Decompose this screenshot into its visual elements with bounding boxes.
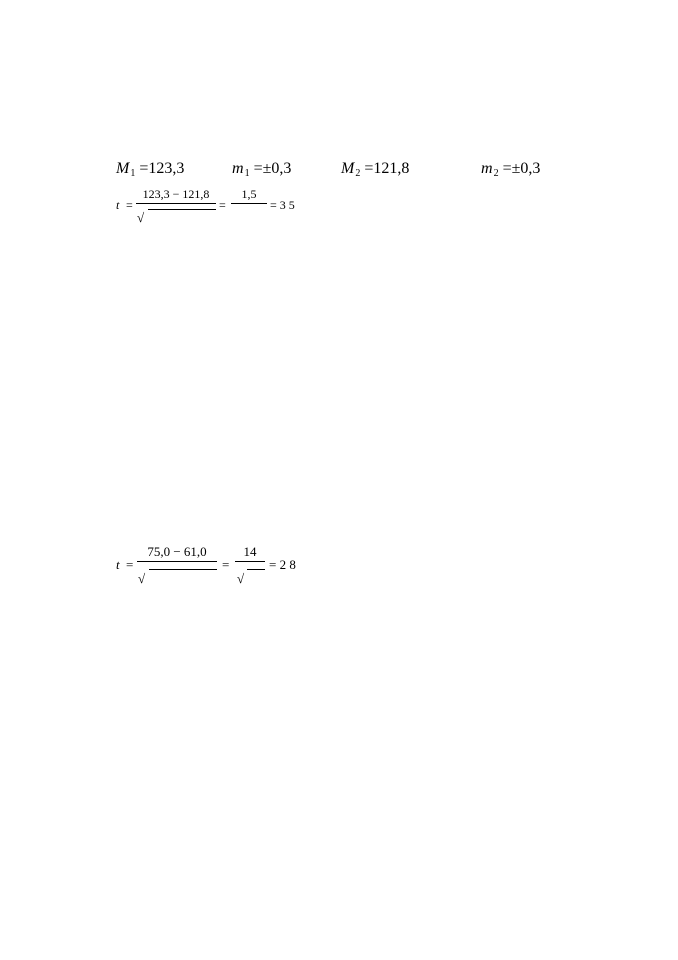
equals-sign: = — [139, 160, 149, 177]
numerator: 14 — [243, 544, 257, 559]
mean-symbol: M — [341, 160, 355, 177]
mean-symbol: M — [116, 160, 130, 177]
subscript: 2 — [355, 168, 361, 179]
subscript: 1 — [244, 168, 250, 179]
radical-sign: √ — [237, 571, 245, 586]
fraction-bar — [235, 561, 265, 562]
equals-sign: = — [502, 160, 512, 177]
error-symbol: m — [481, 160, 493, 177]
fraction-2 — [231, 187, 267, 204]
radical-overline — [247, 569, 265, 570]
result: = 3 5 — [270, 198, 295, 212]
subscript: 2 — [493, 168, 499, 179]
equals-sign-2: = — [219, 198, 226, 212]
equals-sign: = — [364, 160, 374, 177]
fraction-bar — [231, 203, 267, 204]
numerator: 75,0 − 61,0 — [147, 544, 207, 559]
equals-sign-2: = — [222, 557, 230, 572]
result: = 2 8 — [269, 557, 296, 572]
radical-sign: √ — [137, 210, 145, 225]
fraction-1 — [136, 187, 216, 204]
denominator-double-line — [148, 209, 216, 210]
m2-error-expression — [481, 160, 540, 178]
t-symbol: t — [116, 198, 120, 212]
subscript: 1 — [130, 168, 136, 179]
numerator: 123,3 − 121,8 — [142, 187, 210, 201]
equals-sign: = — [253, 160, 263, 177]
m1-error-expression — [232, 160, 291, 178]
error-value: ±0,3 — [511, 160, 541, 177]
error-value: ±0,3 — [262, 160, 292, 177]
radical-overline — [149, 569, 217, 570]
fraction-2 — [235, 544, 265, 562]
equals-sign: = — [126, 557, 134, 572]
fraction-1 — [137, 544, 217, 562]
mean-value: 121,8 — [373, 160, 410, 177]
equals-sign: = — [126, 198, 133, 212]
radical-sign: √ — [138, 571, 146, 586]
mean-value: 123,3 — [148, 160, 185, 177]
error-symbol: m — [232, 160, 244, 177]
t-symbol: t — [116, 557, 120, 572]
fraction-bar — [136, 203, 216, 204]
fraction-bar — [137, 561, 217, 562]
numerator: 1,5 — [241, 187, 257, 201]
m1-mean-expression — [116, 160, 184, 178]
m2-mean-expression — [341, 160, 409, 178]
